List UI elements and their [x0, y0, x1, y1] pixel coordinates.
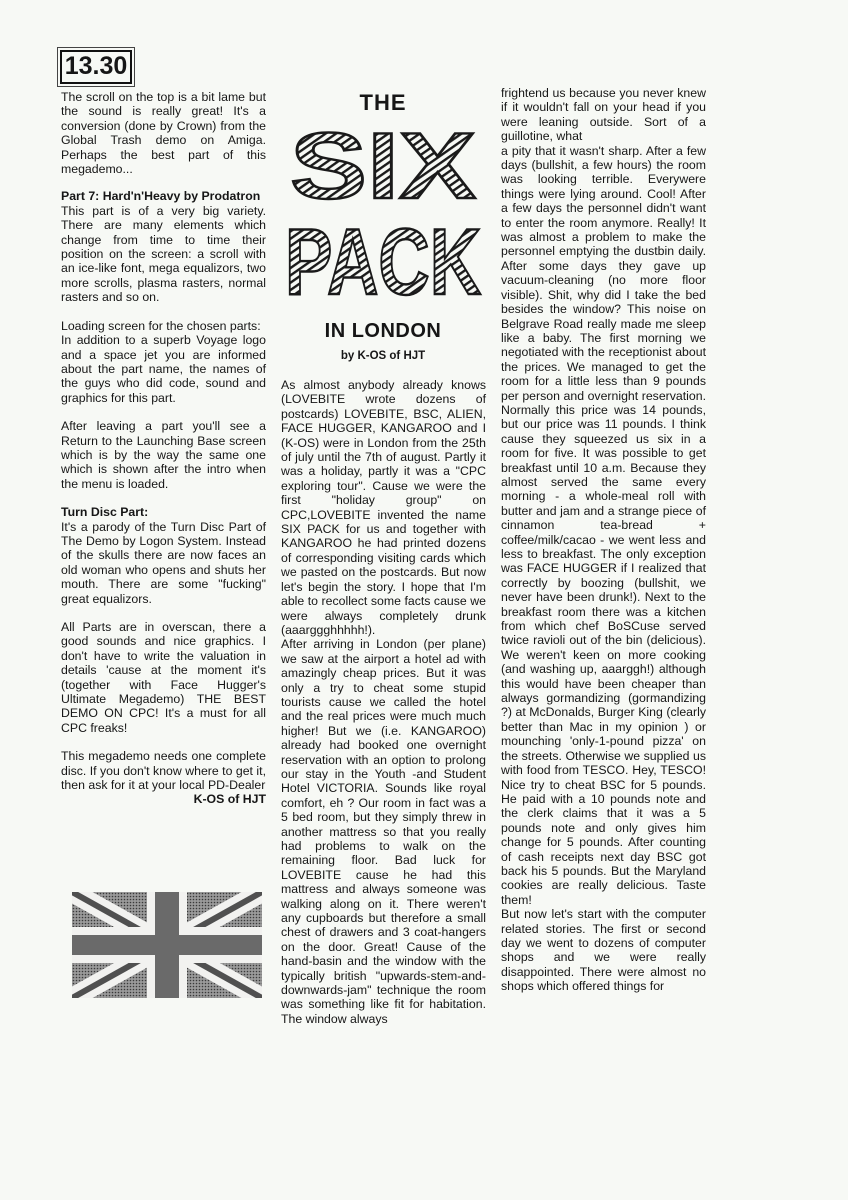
section-heading: Part 7: Hard'n'Heavy by Prodatron: [61, 189, 261, 204]
right-column: [501, 86, 706, 994]
page-number: 13.30: [60, 50, 132, 84]
article-title-block: [283, 86, 483, 368]
paragraph: In addition to a superb Voyage logo and a space jet you are informed about the part name, the names of the guys who did code, sound and graphics for this part.: [61, 333, 266, 405]
title-the: THE: [359, 90, 407, 115]
paragraph: This part is of a very big variety. There are many elements which change from time to time their position on the screen: a scroll with an ice-like font, mega equalizors, two more scrolls, plasma rasters, normal rasters and so on.: [61, 203, 266, 305]
paragraph: But now let's start with the computer related stories. The first or second day we went to dozens of computer shops and we were really disappointed. There were almost no shops which offered things for: [501, 907, 706, 994]
paragraph: frightend us because you never knew if it wouldn't fall on your head if you were leaning outside. Sort of a guillotine, what: [501, 86, 706, 144]
title-in-london: IN LONDON: [324, 320, 442, 342]
left-column: [61, 90, 266, 807]
paragraph: As almost anybody already knows (LOVEBITE wrote dozens of postcards) LOVEBITE, BSC, ALIEN, FACE HUGGER, KANGAROO and I (K-OS) were in London from the 25th of july until the 7th of august. Partly it was a holiday, partly it was a "CPC exploring tour". Cause we were the first "holiday group" on CPC,LOVEBITE invented the name SIX PACK for us and together with KANGAROO he had printed dozens of corresponding visiting cards which we pasted on the postcards. But now let's begin the story. I hope that I'm able to recollect some facts cause we were always completely drunk (aaarggghhhhh!).: [281, 378, 486, 637]
six-pack-logo: [283, 113, 483, 314]
paragraph: a pity that it wasn't sharp. After a few days (bullshit, a few hours) the room was looking terrible. Everywere things were lying around. Cool! After a few days the personnel didn't want to enter the room anymore. Really! It was almost a problem to make the personnel emptying the dustbin daily. After some days they gave up vacuum-cleaning (no more floor visible). Shit, why did I take the bed besides the window? This noise on Belgrave Road really made me sleep like a baby. The first morning we negotiated with the receptionist about the prices. We managed to get the room for a little less than 9 pounds per person and overnight reservation. Normally this price was 14 pounds, but our price was 11 pounds. I think cause they squeezed us six in a room for five. It was possible to get breakfast until 10 a.m. Because they almost served the same every morning - a whole-meal roll with butter and jam and a strange piece of cinnamon tea-bread + coffee/milk/cacao - we went less and less to breakfast. The only exception was FACE HUGGER if I realized that correctly by boozing (bullshit, we never have been drunk!). Next to the breakfast room there was a kitchen from which chef BoSCuse served twice ravioli out of the bin (delicious). We weren't keen on more cooking (and washing up, aaarggh!) although this would have been cheaper than always gormandizing (gormandizing ?) at McDonalds, Burger King (clearly better than Mac in my opinion ) or mounching 'only-1-pound pizza' on the streets. Otherwise we supplied us with food from TESCO. Hey, TESCO! Nice try to cheat BSC for 5 pounds. He paid with a 10 pounds note and the clerk claims that it was a 5 pounds note and only gives him change for 5 pounds. After counting of cash receipts next day BSC got back his 5 pounds. But the Maryland cookies are really delicious. Taste them!: [501, 143, 706, 907]
paragraph: After leaving a part you'll see a Return to the Launching Base screen which is by the way the same one which is shown after the intro when the menu is loaded.: [61, 419, 266, 491]
paragraph: Loading screen for the chosen parts:: [61, 318, 261, 333]
logo-pack: PACK: [285, 209, 482, 314]
signature: K-OS of HJT: [193, 792, 266, 807]
paragraph: It's a parody of the Turn Disc Part of The Demo by Logon System. Instead of the skulls there are now faces an old woman who opens and shuts her mouth. There are some "fucking" great equalizors.: [61, 519, 266, 606]
paragraph: All Parts are in overscan, there a good sounds and nice graphics. I don't have to write the valuation in details 'cause at the moment it's (together with Face Hugger's Ultimate Megademo) THE BEST DEMO ON CPC! It's a must for all CPC freaks!: [61, 620, 266, 735]
paragraph: The scroll on the top is a bit lame but the sound is really great! It's a conversion (done by Crown) from the Global Trash demo on Amiga. Perhaps the best part of this megademo...: [61, 90, 266, 177]
middle-column: [281, 378, 486, 1026]
paragraph: After arriving in London (per plane) we saw at the airport a hotel ad with amazingly cheap prices. But it was only a try to cheat some stupid tourists cause we called the hotel and the real prices were much much higher! But we (i.e. KANGAROO) already had booked one overnight reservation with an option to prolong our stay in the Youth -and Student Hotel VICTORIA. Sounds like royal comfort, eh ? Our room in fact was a 5 bed room, but they simply threw in another mattress so that you really had problems to walk on the remaining floor. Bad luck for LOVEBITE cause he had this mattress and always someone was walking along on it. There weren't any cupboards but therefore a small chest of drawers and 3 coat-hangers on the door. Great! Cause of the hand-basin and the window with the typically british "upwards-stem-and-downwards-jam" technique the room was something like fit for habitation. The window always: [281, 637, 486, 1026]
union-jack-flag-image: [72, 892, 262, 998]
section-heading: Turn Disc Part:: [61, 505, 149, 520]
paragraph: This megademo needs one complete disc. If you don't know where to get it, then ask for it at your local PD-Dealer: [61, 749, 266, 793]
byline: by K-OS of HJT: [340, 350, 426, 362]
logo-six: SIX: [290, 113, 476, 218]
